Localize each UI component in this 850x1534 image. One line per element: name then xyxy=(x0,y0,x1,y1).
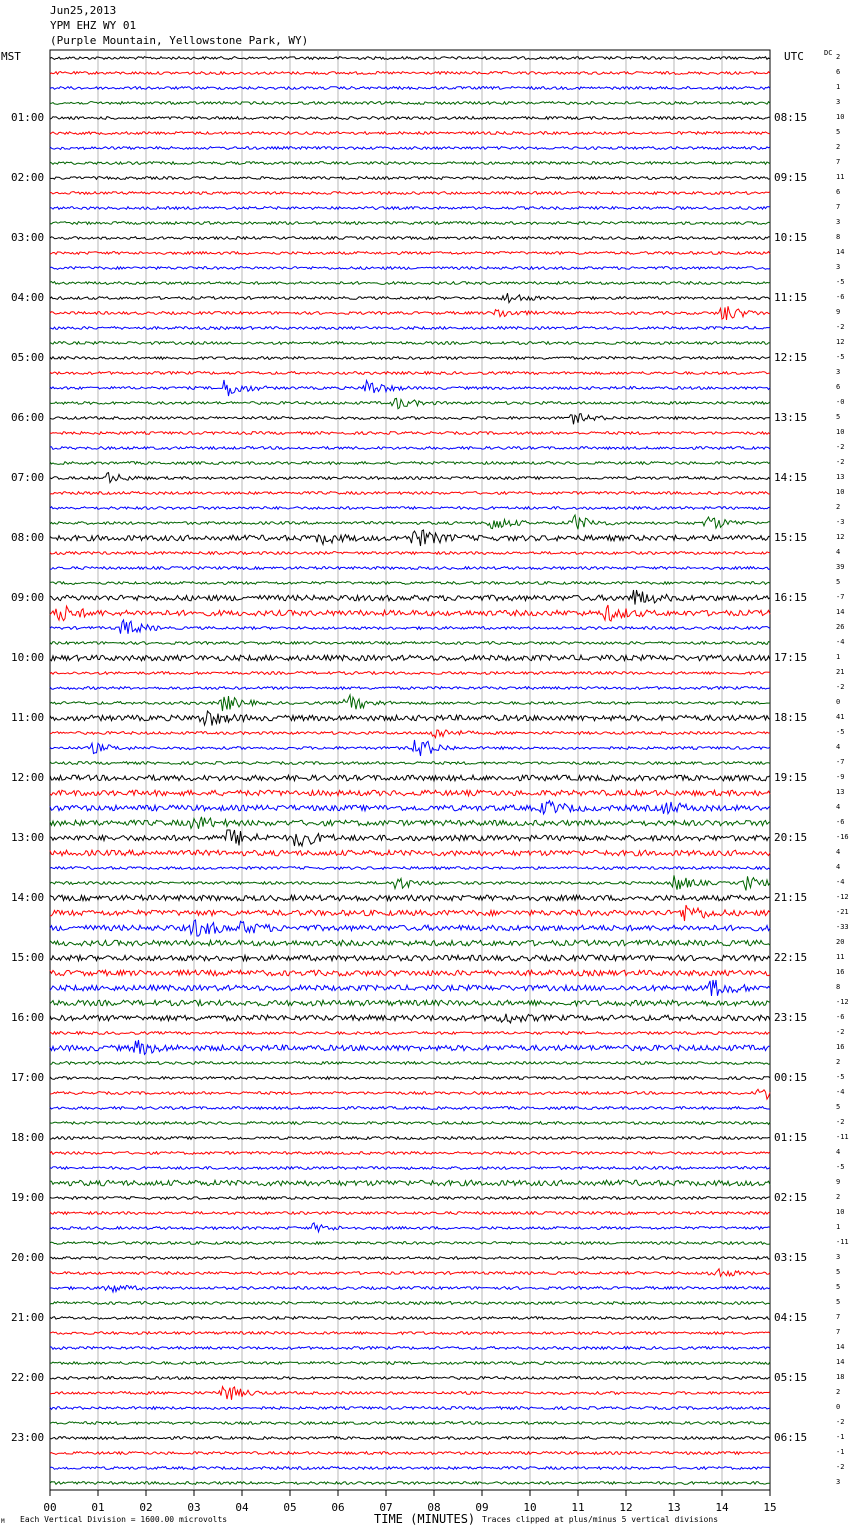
dc-offset-value: 6 xyxy=(836,383,841,391)
utc-hour-label: 01:15 xyxy=(774,1131,808,1144)
dc-offset-value: 5 xyxy=(836,1268,841,1276)
seismic-trace xyxy=(50,306,770,320)
utc-hour-label: 06:15 xyxy=(774,1431,808,1444)
clip-note: Traces clipped at plus/minus 5 vertical divisions xyxy=(482,1515,719,1524)
dc-offset-value: 41 xyxy=(836,713,845,721)
dc-offset-value: -6 xyxy=(836,818,845,826)
seismic-trace xyxy=(50,817,770,829)
dc-offset-value: 3 xyxy=(836,218,841,226)
seismic-trace xyxy=(50,730,770,738)
header-date: Jun25,2013 xyxy=(50,4,117,17)
utc-hour-label: 03:15 xyxy=(774,1251,808,1264)
utc-hour-label: 05:15 xyxy=(774,1371,808,1384)
seismic-trace xyxy=(50,980,770,996)
dc-offset-value: 14 xyxy=(836,248,845,256)
dc-offset-value: 5 xyxy=(836,1103,841,1111)
seismic-trace xyxy=(50,530,770,546)
seismic-trace xyxy=(50,207,770,210)
x-tick-label: 11 xyxy=(571,1501,585,1514)
dc-offset-value: 6 xyxy=(836,68,841,76)
dc-offset-value: -4 xyxy=(836,638,845,646)
dc-offset-value: 5 xyxy=(836,1283,841,1291)
seismic-trace xyxy=(50,620,770,634)
dc-offset-value: 12 xyxy=(836,338,845,346)
seismic-trace xyxy=(50,801,770,814)
utc-hour-label: 04:15 xyxy=(774,1311,808,1324)
dc-offset-value: 18 xyxy=(836,1373,845,1381)
dc-offset-value: 2 xyxy=(836,503,841,511)
mst-hour-label: 01:00 xyxy=(11,111,45,124)
utc-hour-label: 11:15 xyxy=(774,291,808,304)
mst-hour-label: 09:00 xyxy=(11,591,45,604)
dc-offset-value: -2 xyxy=(836,1463,845,1471)
dc-offset-value: -2 xyxy=(836,323,845,331)
utc-hour-label: 16:15 xyxy=(774,591,808,604)
seismic-trace xyxy=(50,1482,770,1485)
seismic-trace xyxy=(50,940,770,946)
dc-offset-value: 1 xyxy=(836,653,841,661)
seismic-trace xyxy=(50,507,770,510)
dc-offset-value: 16 xyxy=(836,1043,845,1051)
seismic-trace xyxy=(50,327,770,330)
dc-offset-value: -2 xyxy=(836,458,845,466)
seismic-trace xyxy=(50,740,770,756)
seismic-trace xyxy=(50,850,770,856)
seismic-trace xyxy=(50,414,770,425)
dc-offset-value: -12 xyxy=(836,998,849,1006)
seismic-trace xyxy=(50,1180,770,1186)
seismic-trace xyxy=(50,293,770,302)
utc-hour-label: 10:15 xyxy=(774,231,808,244)
seismic-trace xyxy=(50,1197,770,1200)
dc-offset-value: -7 xyxy=(836,758,845,766)
dc-offset-value: 3 xyxy=(836,1478,841,1486)
dc-offset-value: 2 xyxy=(836,1058,841,1066)
dc-offset-value: 2 xyxy=(836,1193,841,1201)
utc-hour-label: 17:15 xyxy=(774,651,808,664)
seismic-trace xyxy=(50,87,770,90)
logo-mark: M xyxy=(1,1518,5,1525)
dc-offset-value: -11 xyxy=(836,1133,849,1141)
dc-offset-value: -11 xyxy=(836,1238,849,1246)
dc-offset-value: 7 xyxy=(836,1313,841,1321)
dc-offset-value: -0 xyxy=(836,398,845,406)
seismic-trace xyxy=(50,432,770,435)
dc-offset-value: 10 xyxy=(836,113,845,121)
dc-offset-value: -2 xyxy=(836,1028,845,1036)
seismic-trace xyxy=(50,473,770,483)
dc-offset-value: -9 xyxy=(836,773,845,781)
mst-hour-label: 17:00 xyxy=(11,1071,45,1084)
seismic-trace xyxy=(50,372,770,375)
dc-offset-value: 5 xyxy=(836,1298,841,1306)
dc-offset-value: 0 xyxy=(836,698,841,706)
x-tick-label: 05 xyxy=(283,1501,297,1514)
mst-hour-label: 23:00 xyxy=(11,1431,45,1444)
seismic-trace xyxy=(50,1387,770,1400)
dc-offset-value: -1 xyxy=(836,1448,845,1456)
seismic-trace xyxy=(50,775,770,781)
seismic-trace xyxy=(50,955,770,961)
utc-hour-label: 21:15 xyxy=(774,891,808,904)
dc-offset-value: 3 xyxy=(836,263,841,271)
seismic-trace xyxy=(50,222,770,225)
left-timezone-label: MST xyxy=(1,50,21,63)
mst-hour-label: 10:00 xyxy=(11,651,45,664)
dc-offset-value: -6 xyxy=(836,293,845,301)
seismic-trace xyxy=(50,830,770,846)
utc-hour-label: 09:15 xyxy=(774,171,808,184)
seismic-trace xyxy=(50,895,770,901)
utc-hour-label: 08:15 xyxy=(774,111,808,124)
seismic-trace xyxy=(50,1152,770,1155)
dc-offset-value: 6 xyxy=(836,188,841,196)
dc-offset-value: 4 xyxy=(836,863,841,871)
seismic-trace xyxy=(50,567,770,570)
seismic-trace xyxy=(50,970,770,976)
seismic-trace xyxy=(50,1137,770,1140)
dc-offset-value: -12 xyxy=(836,893,849,901)
x-tick-label: 13 xyxy=(667,1501,681,1514)
seismic-trace xyxy=(50,102,770,105)
mst-hour-label: 03:00 xyxy=(11,231,45,244)
dc-offset-value: -2 xyxy=(836,683,845,691)
dc-offset-value: 13 xyxy=(836,473,845,481)
utc-hour-label: 23:15 xyxy=(774,1011,808,1024)
utc-hour-label: 00:15 xyxy=(774,1071,808,1084)
dc-offset-value: -2 xyxy=(836,1418,845,1426)
utc-hour-label: 12:15 xyxy=(774,351,808,364)
seismic-trace xyxy=(50,1062,770,1065)
dc-offset-value: 2 xyxy=(836,143,841,151)
seismic-trace xyxy=(50,920,770,936)
seismic-trace xyxy=(50,1347,770,1350)
dc-offset-value: -3 xyxy=(836,518,845,526)
dc-offset-value: 10 xyxy=(836,428,845,436)
seismic-trace xyxy=(50,492,770,495)
utc-hour-label: 13:15 xyxy=(774,411,808,424)
seismic-trace xyxy=(50,672,770,675)
dc-offset-value: -4 xyxy=(836,878,845,886)
dc-offset-value: 7 xyxy=(836,158,841,166)
seismic-trace xyxy=(50,552,770,555)
x-tick-label: 04 xyxy=(235,1501,249,1514)
dc-offset-value: -4 xyxy=(836,1088,845,1096)
seismic-trace xyxy=(50,192,770,195)
seismic-trace xyxy=(50,342,770,345)
seismic-trace xyxy=(50,1223,770,1232)
seismic-trace xyxy=(50,762,770,765)
mst-hour-label: 18:00 xyxy=(11,1131,45,1144)
mst-hour-label: 12:00 xyxy=(11,771,45,784)
mst-hour-label: 04:00 xyxy=(11,291,45,304)
x-tick-label: 08 xyxy=(427,1501,441,1514)
mst-hour-label: 19:00 xyxy=(11,1191,45,1204)
header-station: YPM EHZ WY 01 xyxy=(50,19,137,32)
dc-offset-value: 1 xyxy=(836,83,841,91)
seismic-trace xyxy=(50,590,770,605)
seismic-trace xyxy=(50,462,770,465)
seismic-trace xyxy=(50,1332,770,1335)
seismic-trace xyxy=(50,1077,770,1080)
seismic-trace xyxy=(50,1302,770,1305)
seismic-trace xyxy=(50,1040,770,1054)
dc-offset-value: 4 xyxy=(836,743,841,751)
seismic-trace xyxy=(50,1014,770,1023)
seismic-trace xyxy=(50,252,770,255)
dc-offset-value: 12 xyxy=(836,533,845,541)
mst-hour-label: 14:00 xyxy=(11,891,45,904)
mst-hour-label: 21:00 xyxy=(11,1311,45,1324)
seismic-trace xyxy=(50,655,770,661)
dc-offset-value: -5 xyxy=(836,1073,845,1081)
dc-offset-value: -16 xyxy=(836,833,849,841)
dc-column-label: DC xyxy=(824,49,833,57)
dc-offset-value: 4 xyxy=(836,1148,841,1156)
seismic-trace xyxy=(50,905,770,921)
seismic-trace xyxy=(50,1089,770,1099)
seismic-trace xyxy=(50,1269,770,1277)
x-tick-label: 10 xyxy=(523,1501,537,1514)
dc-offset-value: 4 xyxy=(836,803,841,811)
seismic-trace xyxy=(50,711,770,726)
seismic-trace xyxy=(50,605,770,621)
mst-hour-label: 13:00 xyxy=(11,831,45,844)
dc-offset-value: 11 xyxy=(836,953,845,961)
dc-offset-value: 3 xyxy=(836,98,841,106)
seismic-trace xyxy=(50,1422,770,1425)
mst-hour-label: 15:00 xyxy=(11,951,45,964)
seismic-trace xyxy=(50,582,770,585)
seismic-trace xyxy=(50,1437,770,1440)
seismic-trace xyxy=(50,1317,770,1320)
seismic-trace xyxy=(50,1257,770,1260)
dc-offset-value: 5 xyxy=(836,413,841,421)
dc-offset-value: 20 xyxy=(836,938,845,946)
dc-offset-value: 4 xyxy=(836,848,841,856)
seismic-trace xyxy=(50,237,770,240)
dc-offset-value: 13 xyxy=(836,788,845,796)
seismic-trace xyxy=(50,132,770,135)
dc-offset-value: 11 xyxy=(836,173,845,181)
utc-hour-label: 14:15 xyxy=(774,471,808,484)
seismic-trace xyxy=(50,642,770,645)
seismic-trace xyxy=(50,790,770,796)
seismic-trace xyxy=(50,267,770,270)
seismic-trace xyxy=(50,1032,770,1035)
utc-hour-label: 15:15 xyxy=(774,531,808,544)
seismic-trace xyxy=(50,72,770,75)
dc-offset-value: 10 xyxy=(836,1208,845,1216)
seismic-trace xyxy=(50,1122,770,1125)
mst-hour-label: 08:00 xyxy=(11,531,45,544)
dc-offset-value: 4 xyxy=(836,548,841,556)
utc-hour-label: 19:15 xyxy=(774,771,808,784)
dc-offset-value: -5 xyxy=(836,278,845,286)
dc-offset-value: -5 xyxy=(836,353,845,361)
seismic-trace xyxy=(50,875,770,890)
utc-hour-label: 18:15 xyxy=(774,711,808,724)
dc-offset-value: 26 xyxy=(836,623,845,631)
scale-note: Each Vertical Division = 1600.00 microvolts xyxy=(20,1515,228,1524)
dc-offset-value: 14 xyxy=(836,1358,845,1366)
seismic-trace xyxy=(50,687,770,690)
x-tick-label: 06 xyxy=(331,1501,345,1514)
dc-offset-value: 9 xyxy=(836,1178,841,1186)
dc-offset-value: 2 xyxy=(836,1388,841,1396)
dc-offset-value: 7 xyxy=(836,203,841,211)
dc-offset-value: 3 xyxy=(836,1253,841,1261)
dc-offset-value: 14 xyxy=(836,1343,845,1351)
x-axis-label: TIME (MINUTES) xyxy=(374,1512,476,1526)
seismic-trace xyxy=(50,1107,770,1110)
right-timezone-label: UTC xyxy=(784,50,804,63)
dc-offset-value: 2 xyxy=(836,53,841,61)
seismic-trace xyxy=(50,867,770,870)
x-tick-label: 01 xyxy=(91,1501,105,1514)
seismic-trace xyxy=(50,1167,770,1170)
x-tick-label: 03 xyxy=(187,1501,201,1514)
dc-offset-value: 1 xyxy=(836,1223,841,1231)
seismic-trace xyxy=(50,1362,770,1365)
seismic-trace xyxy=(50,162,770,165)
header-location: (Purple Mountain, Yellowstone Park, WY) xyxy=(50,34,309,47)
seismic-trace xyxy=(50,1286,770,1293)
dc-offset-value: 39 xyxy=(836,563,845,571)
utc-hour-label: 02:15 xyxy=(774,1191,808,1204)
x-tick-label: 14 xyxy=(715,1501,729,1514)
dc-offset-value: 5 xyxy=(836,128,841,136)
dc-offset-value: 8 xyxy=(836,233,841,241)
seismic-trace xyxy=(50,117,770,120)
seismic-trace xyxy=(50,447,770,450)
dc-offset-value: 10 xyxy=(836,488,845,496)
dc-offset-value: 0 xyxy=(836,1403,841,1411)
x-tick-label: 02 xyxy=(139,1501,153,1514)
x-tick-label: 09 xyxy=(475,1501,489,1514)
mst-hour-label: 20:00 xyxy=(11,1251,45,1264)
seismic-trace xyxy=(50,1452,770,1455)
seismic-trace xyxy=(50,1242,770,1245)
dc-offset-value: 7 xyxy=(836,1328,841,1336)
seismic-trace xyxy=(50,1000,770,1006)
x-tick-label: 07 xyxy=(379,1501,393,1514)
utc-hour-label: 20:15 xyxy=(774,831,808,844)
dc-offset-value: 16 xyxy=(836,968,845,976)
x-tick-label: 12 xyxy=(619,1501,633,1514)
dc-offset-value: -6 xyxy=(836,1013,845,1021)
dc-offset-value: -2 xyxy=(836,443,845,451)
x-tick-label: 00 xyxy=(43,1501,57,1514)
seismic-trace xyxy=(50,147,770,150)
seismic-trace xyxy=(50,357,770,360)
dc-offset-value: 14 xyxy=(836,608,845,616)
mst-hour-label: 05:00 xyxy=(11,351,45,364)
seismic-trace xyxy=(50,1212,770,1215)
dc-offset-value: -7 xyxy=(836,593,845,601)
mst-hour-label: 07:00 xyxy=(11,471,45,484)
seismic-trace xyxy=(50,398,770,408)
mst-hour-label: 11:00 xyxy=(11,711,45,724)
x-tick-label: 15 xyxy=(763,1501,777,1514)
seismic-trace xyxy=(50,1377,770,1380)
seismic-trace xyxy=(50,695,770,711)
mst-hour-label: 02:00 xyxy=(11,171,45,184)
dc-offset-value: 3 xyxy=(836,368,841,376)
dc-offset-value: -2 xyxy=(836,1118,845,1126)
seismic-trace xyxy=(50,515,770,529)
dc-offset-value: -5 xyxy=(836,728,845,736)
dc-offset-value: -5 xyxy=(836,1163,845,1171)
seismic-trace xyxy=(50,1467,770,1470)
mst-hour-label: 16:00 xyxy=(11,1011,45,1024)
dc-offset-value: 8 xyxy=(836,983,841,991)
mst-hour-label: 06:00 xyxy=(11,411,45,424)
seismic-trace xyxy=(50,380,770,396)
dc-offset-value: 5 xyxy=(836,578,841,586)
seismic-trace xyxy=(50,57,770,60)
utc-hour-label: 22:15 xyxy=(774,951,808,964)
dc-offset-value: 21 xyxy=(836,668,845,676)
dc-offset-value: -33 xyxy=(836,923,849,931)
mst-hour-label: 22:00 xyxy=(11,1371,45,1384)
dc-offset-value: -1 xyxy=(836,1433,845,1441)
seismic-trace xyxy=(50,282,770,285)
seismic-trace xyxy=(50,177,770,180)
seismic-trace xyxy=(50,1407,770,1410)
dc-offset-value: -21 xyxy=(836,908,849,916)
dc-offset-value: 9 xyxy=(836,308,841,316)
